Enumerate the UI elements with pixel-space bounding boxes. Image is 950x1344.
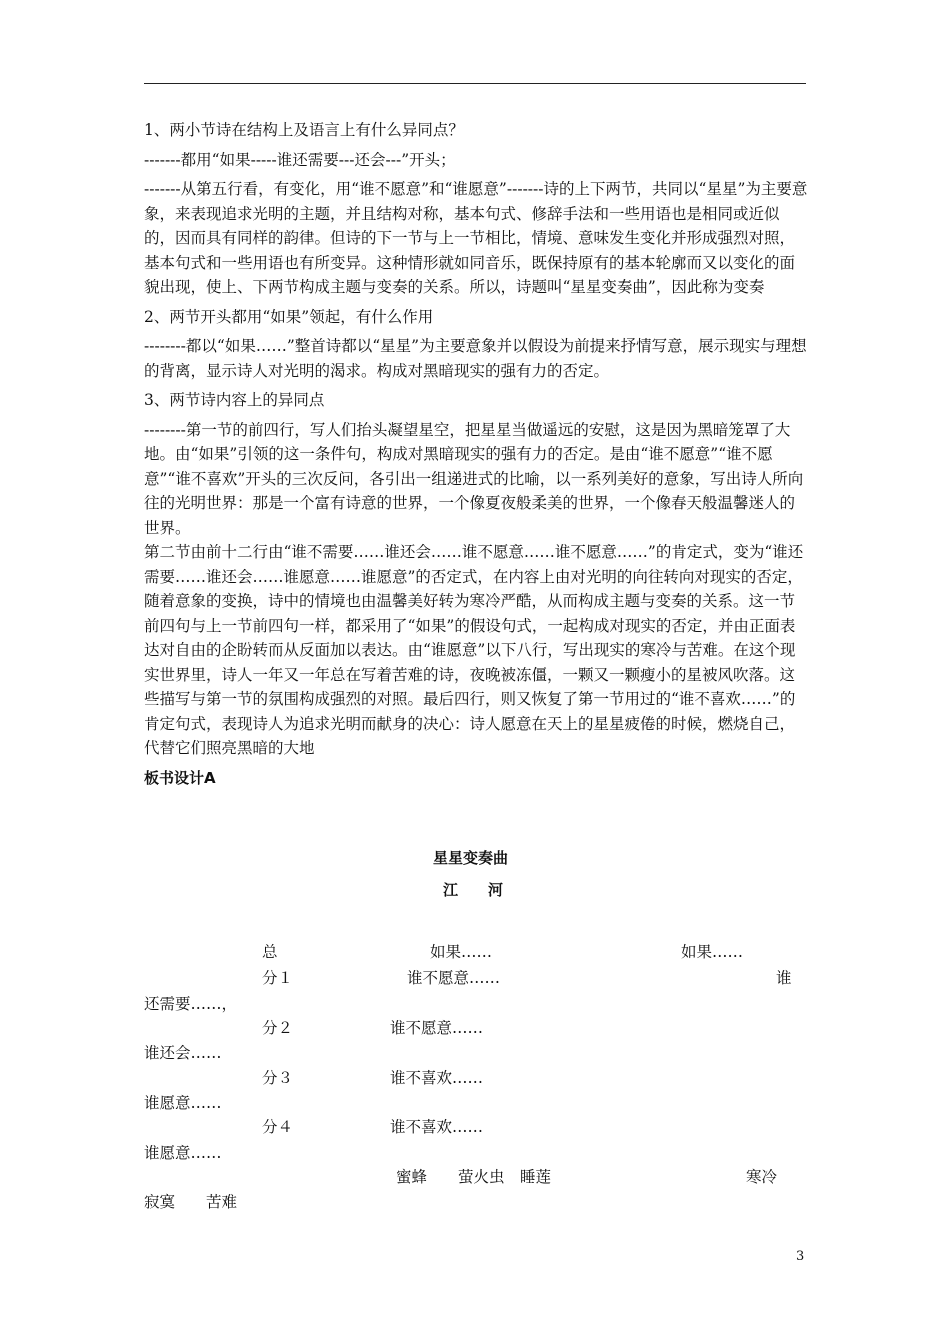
board-images-left: 蜜蜂 萤火虫 睡莲 [396,1168,552,1186]
board-author: 江 河 [443,881,504,899]
board-col2-item: 谁不喜欢…… [390,1069,484,1087]
q2-answer: --------都以“如果……”整首诗都以“星星”为主要意象并以假设为前提来抒情写意，展示现实与理想的背离，显示诗人对光明的渴求。构成对黑暗现实的强有力的否定。 [144,337,807,380]
board-col1-item: 总 [262,943,278,961]
header-rule [144,83,806,84]
q3-question: 3、两节诗内容上的异同点 [144,391,325,409]
q3-answer-a: --------第一节的前四行，写人们抬头凝望星空，把星星当做遥远的安慰，这是因为黑暗笼罩了大地。由“如果”引领的这一条件句，构成对黑暗现实的强有力的否定。是由“谁不愿意”“谁不愿意”“谁不喜欢”开头的三次反问，各引出一组递进式的比喻，以一系列美好的意象，写出诗人所向往的光明世界：那是一个富有诗意的世界，一个像夏夜般柔美的世界，一个像春天般温馨迷人的世界。 [144,420,804,537]
board-col1-item: 分１ [262,969,294,987]
q3-answer-b: 第二节由前十二行由“谁不需要……谁还会……谁不愿意……谁不愿意……”的肯定式，变为“谁还需要……谁还会……谁愿意……谁愿意”的否定式，在内容上由对光明的向往转向对现实的否定，随着意象的变换，诗中的情境也由温馨美好转为寒冷严酷，从而构成主题与变奏的关系。这一节前四句与上一节前四句一样，都采用了“如果”的假设句式，一起构成对现实的否定，并由正面表达对自由的企盼转而从反面加以表达。由“谁愿意”以下八行，写出现实的寒冷与苦难。在这个现实世界里，诗人一年又一年总在写着苦难的诗，夜晚被冻僵，一颗又一颗瘦小的星被风吹落。这些描写与第一节的氛围构成强烈的对照。最后四行，则又恢复了第一节用过的“谁不喜欢……”的肯定句式，表现诗人为追求光明而献身的决心：诗人愿意在天上的星星疲倦的时候，燃烧自己，代替它们照亮黑暗的大地 [144,543,804,757]
board-col2-item: 如果…… [430,943,493,961]
q2-question: 2、两节开头都用“如果”领起，有什么作用 [144,307,434,326]
board-title: 星星变奏曲 [433,849,509,867]
q1-answer-b: -------从第五行看，有变化，用“谁不愿意”和“谁愿意”-------诗的上下两节，共同以“星星”为主要意象，来表现追求光明的主题，并且结构对称，基本句式、修辞手法和一些用语也是相同或近似的，因而具有同样的韵律。但诗的下一节与上一节相比，情境、意味发生变化并形成强烈对照，基本句式和一些用语也有所变异。这种情形就如同音乐，既保持原有的基本轮廓而又以变化的面貌出现，使上、下两节构成主题与变奏的关系。所以，诗题叫“星星变奏曲”，因此称为变奏 [144,180,808,296]
board-col1-item: 分３ [262,1069,294,1087]
board-images-right: 寒冷 [746,1168,778,1186]
board-col3-item: 如果…… [681,943,744,961]
q1-answer-a: -------都用“如果-----谁还需要---还会---”开头； [144,150,456,169]
board-col1-item: 分４ [262,1118,294,1136]
board-left-item: 寂寞 苦难 [144,1193,238,1211]
board-left-item: 谁还会…… [144,1044,222,1062]
q1-question: 1、两小节诗在结构上及语言上有什么异同点？ [144,121,464,139]
board-col1-item: 分２ [262,1019,294,1037]
board-left-item: 谁愿意…… [144,1144,222,1162]
document-body [144,118,808,790]
board-col2-item: 谁不愿意…… [407,969,501,987]
board-heading: 板书设计A [144,768,216,787]
board-left-item: 谁愿意…… [144,1094,222,1112]
board-col3-item: 谁 [776,969,792,987]
board-col2-item: 谁不愿意…… [390,1019,484,1037]
page-number: 3 [796,1249,805,1264]
board-col2-item: 谁不喜欢…… [390,1118,484,1136]
board-left-item: 还需要……， [144,995,238,1013]
